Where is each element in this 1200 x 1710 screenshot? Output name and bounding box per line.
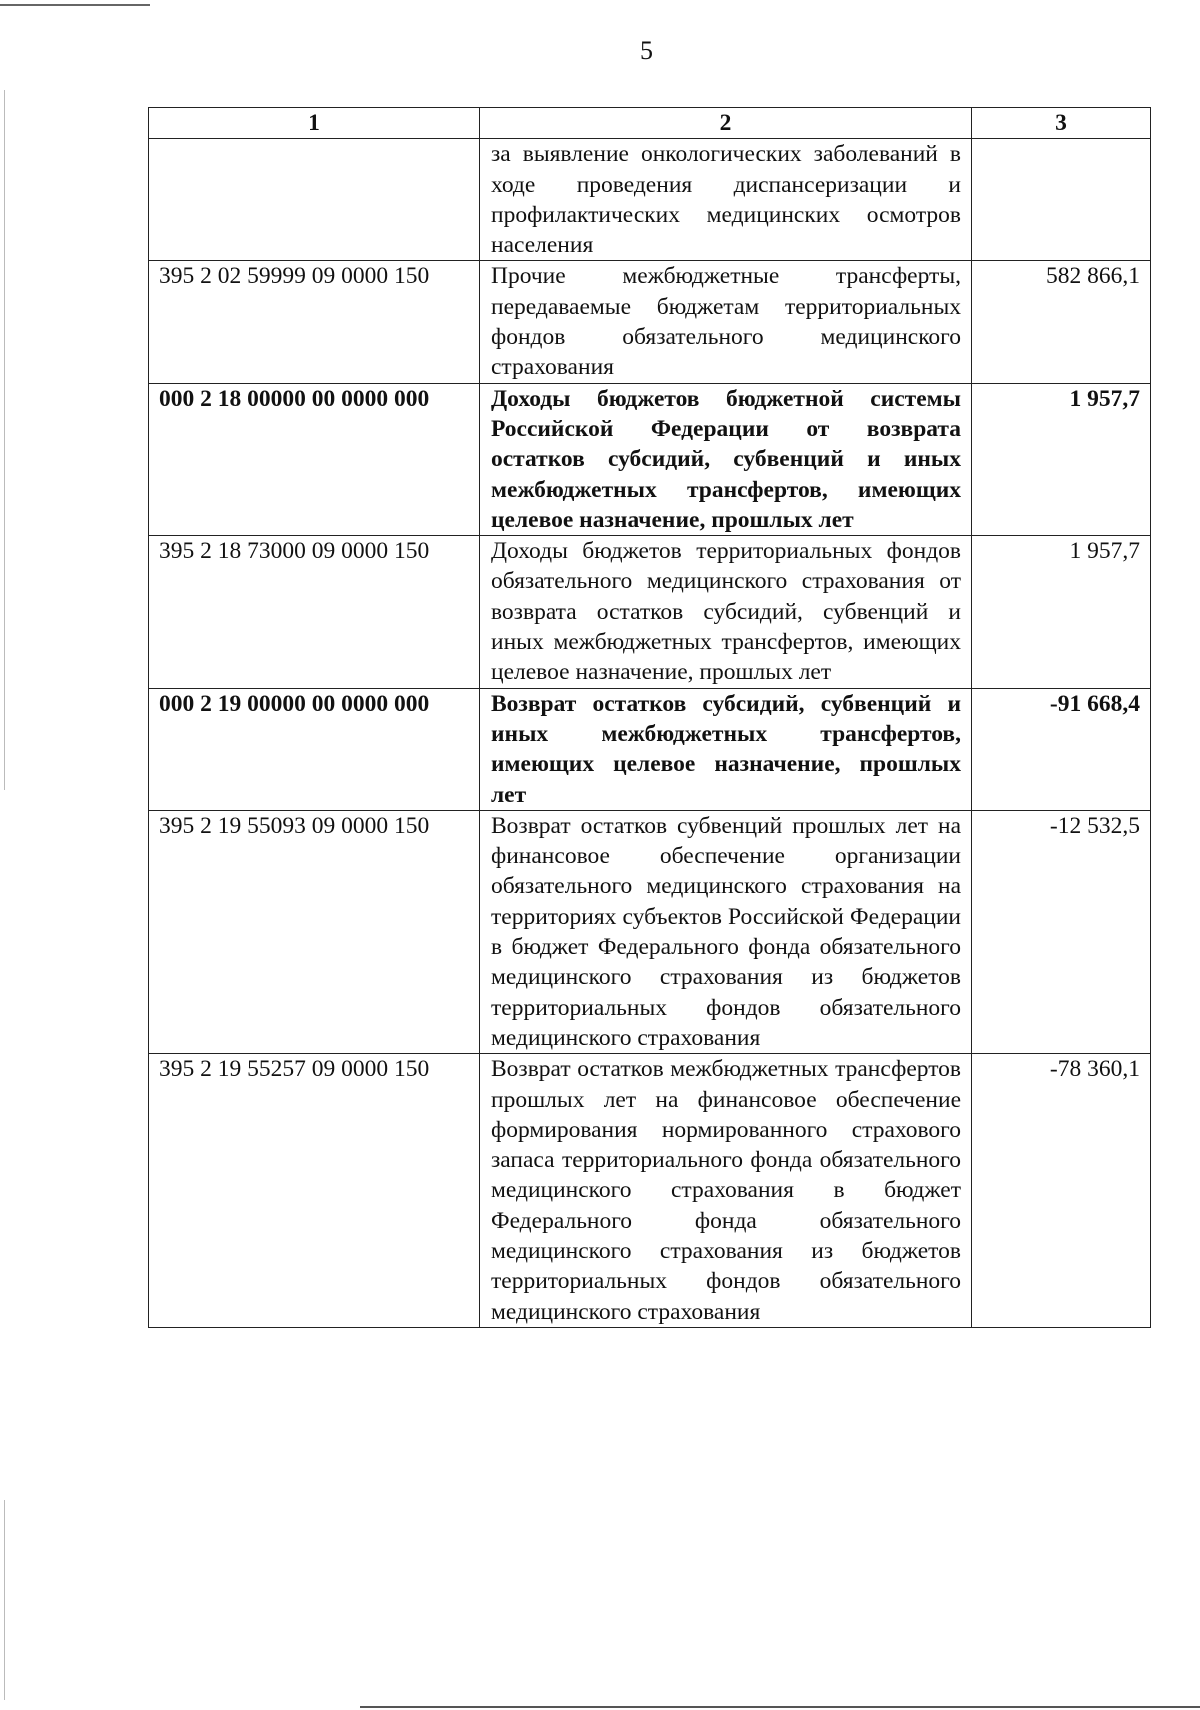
table-row — [149, 810, 1151, 1053]
row-description: за выявление онкологических заболеваний в ходе проведения диспансеризации и профилактических медицинских осмотров населения — [480, 139, 972, 261]
table-row — [149, 261, 1151, 383]
row-description: Доходы бюджетов территориальных фондов обязательного медицинского страхования от возврата остатков субсидий, субвенций и иных межбюджетных трансфертов, имеющих целевое назначение, прошлых лет — [480, 536, 972, 688]
table-row-section — [149, 383, 1151, 535]
row-description: Возврат остатков межбюджетных трансфертов прошлых лет на финансовое обеспечение формирования нормированного страхового запаса территориального фонда обязательного медицинского страхования в бюджет Федерального фонда обязательного медицинского страхования из бюджетов территориальных фондов обязательного медицинского страхования — [480, 1054, 972, 1328]
row-amount: 1 957,7 — [972, 383, 1151, 535]
table-row — [149, 1054, 1151, 1328]
scan-artifact-line — [0, 4, 150, 6]
row-amount: 1 957,7 — [972, 536, 1151, 688]
row-code: 000 2 18 00000 00 0000 000 — [149, 383, 480, 535]
page-number-text: 5 — [640, 36, 653, 65]
row-code — [149, 139, 480, 261]
table-header-row — [149, 108, 1151, 139]
row-description: Возврат остатков субсидий, субвенций и иных межбюджетных трансфертов, имеющих целевое назначение, прошлых лет — [480, 688, 972, 810]
row-amount: -12 532,5 — [972, 810, 1151, 1053]
row-description: Возврат остатков субвенций прошлых лет на финансовое обеспечение организации обязательного медицинского страхования на территориях субъектов Российской Федерации в бюджет Федерального фонда обязательного медицинского страхования из бюджетов территориальных фондов обязательного медицинского страхования — [480, 810, 972, 1053]
row-code: 000 2 19 00000 00 0000 000 — [149, 688, 480, 810]
row-description: Прочие межбюджетные трансферты, передаваемые бюджетам территориальных фондов обязательного медицинского страхования — [480, 261, 972, 383]
row-code: 395 2 18 73000 09 0000 150 — [149, 536, 480, 688]
budget-table — [148, 107, 1151, 1328]
scan-artifact-edge — [4, 1500, 5, 1700]
row-amount: 582 866,1 — [972, 261, 1151, 383]
column-header-description: 2 — [480, 108, 972, 139]
scan-artifact-line — [360, 1706, 1200, 1708]
scan-artifact-edge — [4, 90, 5, 790]
table-row — [149, 536, 1151, 688]
row-code: 395 2 19 55093 09 0000 150 — [149, 810, 480, 1053]
row-code: 395 2 02 59999 09 0000 150 — [149, 261, 480, 383]
column-header-code: 1 — [149, 108, 480, 139]
column-header-amount: 3 — [972, 108, 1151, 139]
row-description: Доходы бюджетов бюджетной системы Российской Федерации от возврата остатков субсидий, субвенций и иных межбюджетных трансфертов, имеющих целевое назначение, прошлых лет — [480, 383, 972, 535]
row-amount: -91 668,4 — [972, 688, 1151, 810]
row-amount — [972, 139, 1151, 261]
row-code: 395 2 19 55257 09 0000 150 — [149, 1054, 480, 1328]
table-row-section — [149, 688, 1151, 810]
table-row — [149, 139, 1151, 261]
row-amount: -78 360,1 — [972, 1054, 1151, 1328]
